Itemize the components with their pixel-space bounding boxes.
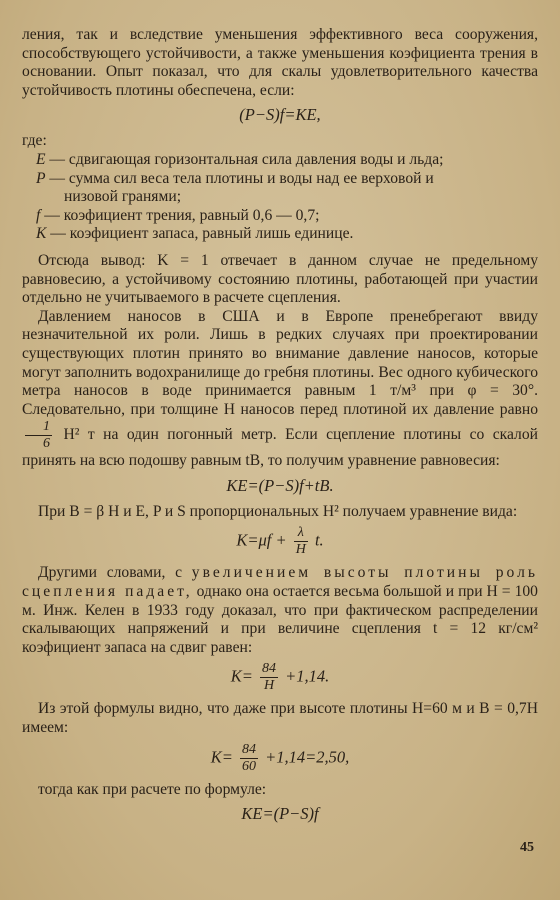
- definition-P-text: — сумма сил веса тела плотины и воды над ее верховой и: [45, 169, 434, 187]
- symbol-E: E: [36, 150, 46, 168]
- definition-f-text: — коэфициент трения, равный 0,6 — 0,7;: [40, 206, 320, 224]
- formula-stability: (P−S)f=KE,: [239, 105, 321, 125]
- fraction-denominator: 6: [43, 436, 50, 452]
- fraction-numerator: 84: [262, 661, 276, 677]
- fraction-84-60: [240, 742, 258, 775]
- paragraph-sediment: [22, 308, 538, 471]
- definition-E: [36, 151, 538, 170]
- fraction-denominator: 60: [241, 758, 256, 774]
- where-label: где:: [22, 132, 47, 150]
- formula-k-84-h-left: K=: [230, 666, 253, 686]
- fraction-numerator: λ: [294, 525, 308, 542]
- fraction-one-sixth: [25, 419, 52, 452]
- formula-k-84-h-right: +1,14.: [285, 666, 330, 686]
- paragraph-cohesion: [22, 564, 538, 657]
- paragraph-cohesion-start: Другими словами, с: [38, 564, 183, 582]
- definition-P-continuation: низовой гранями;: [64, 188, 182, 206]
- paragraph-cohesion-emphasis: увеличением высоты плотины роль сцепления падает,: [22, 564, 538, 601]
- fraction-numerator: 84: [241, 741, 256, 757]
- fraction-84-h: [260, 661, 278, 694]
- formula-k-84-60: [22, 742, 538, 775]
- formula-equilibrium: KE=(P−S)f+tB.: [226, 475, 334, 495]
- page-number: 45: [520, 840, 534, 855]
- fraction-numerator: 1: [25, 419, 52, 436]
- definition-E-text: — сдвигающая горизонтальная сила давления воды и льда;: [45, 150, 444, 168]
- definition-f: [36, 207, 538, 226]
- paragraph-proportional: При B = β H и E, P и S пропорциональных H² получаем уравнение вида:: [38, 502, 518, 520]
- symbol-f: f: [36, 206, 41, 224]
- paragraph-conclusion: Отсюда вывод: K = 1 отвечает в данном случае не предельному равновесию, а устойчивому состоянию плотины, работающей при участии отдельно не учитываемого в расчете сцепления.: [22, 251, 538, 307]
- paragraph-sediment-text-b: H² т на один погонный метр. Если сцепление плотины со скалой принять на всю подошву равным tB, то получим уравнение равновесия:: [22, 426, 538, 470]
- fraction-denominator: H: [295, 542, 306, 558]
- paragraph-sediment-text-a: Давлением наносов в США и в Европе пренебрегают ввиду незначительной их роли. Лишь в редких случаях при проектировании существующих плотин принято во внимание давление наносов, которые могут заполнить водохранилище до гребня плотины. Вес одного кубического метра наносов в воде принимается равным 1 т/м³ при φ = 30°. Следовательно, при толщине H наносов перед плотиной их давление равно: [22, 307, 538, 418]
- paragraph-example: Из этой формулы видно, что даже при высоте плотины H=60 м и B = 0,7H имеем:: [22, 700, 538, 737]
- fraction-lambda-h: [294, 525, 308, 558]
- formula-k-84-60-left: K=: [210, 746, 233, 766]
- paragraph-cohesion-end: однако она остается весьма большой и при H = 100 м. Инж. Келен в 1933 году доказал, что при фактическом распределении скалывающих напряжений и при величине сцепления t = 12 кг/см² коэфициент запаса на сдвиг равен:: [22, 583, 538, 656]
- fraction-denominator: H: [263, 678, 275, 694]
- formula-k-84-60-right: +1,14=2,50,: [265, 746, 350, 766]
- formula-k-mu: [22, 525, 538, 558]
- symbol-P: P: [36, 169, 46, 187]
- definition-K: [36, 225, 538, 244]
- paragraph-whereas: тогда как при расчете по формуле:: [38, 780, 267, 798]
- formula-k-mu-left: K=μf +: [236, 530, 287, 550]
- paragraph-intro: ления, так и вследствие уменьшения эффективного веса сооружения, способствующего устойчивости, а также уменьшения коэфициента трения в основании. Опыт показал, что для скалы удовлетворительного качества устойчивость плотины обеспечена, если:: [22, 26, 538, 99]
- definition-P: [36, 170, 538, 207]
- formula-k-84-h: [22, 661, 538, 694]
- formula-k-mu-right: t.: [314, 530, 324, 550]
- symbol-K: K: [36, 225, 47, 243]
- definition-K-text: — коэфициент запаса, равный лишь единице.: [46, 225, 354, 243]
- formula-ke-final: KE=(P−S)f: [241, 804, 319, 824]
